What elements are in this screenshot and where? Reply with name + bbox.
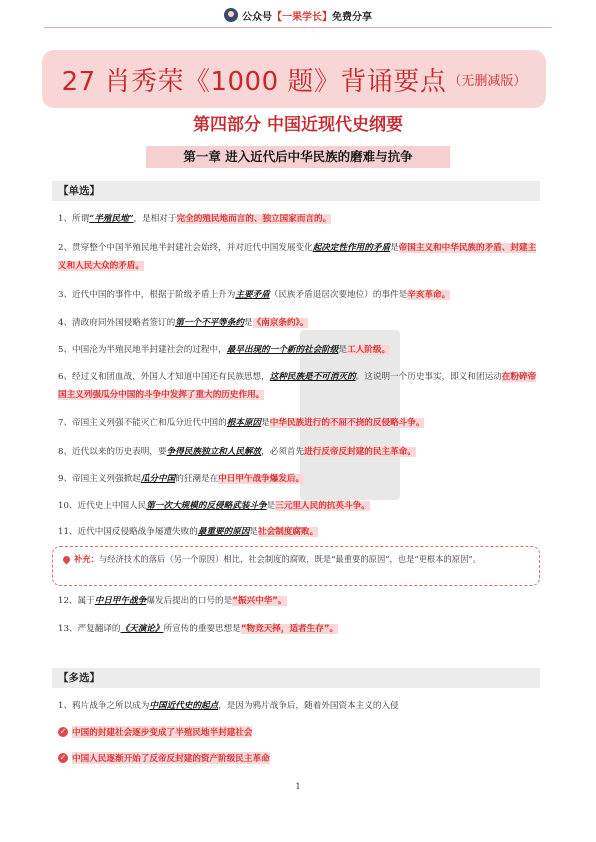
check-icon: ✓	[59, 753, 67, 762]
multi-answer-2: ✓ 中国人民逐渐开始了反帝反封建的资产阶级民主革命	[59, 753, 270, 764]
chapter-title: 第一章 进入近代后中华民族的磨难与抗争	[146, 146, 450, 168]
header-suffix: 免费分享	[332, 11, 372, 23]
question-6: 6、经过义和团血战，外国人才知道中国还有民族思想，这种民族是不可消灭的。这说明一个历史事实，即义和团运动在粉碎帝国主义列强瓜分中国的斗争中发挥了重大的历史作用。	[58, 372, 537, 400]
check-icon: ✓	[59, 727, 67, 736]
page-title: 27 肖秀荣《1000 题》背诵要点	[61, 66, 447, 97]
question-5: 5、中国沦为半殖民地半封建社会的过程中，最早出现的一个新的社会阶级是工人阶级。	[58, 345, 391, 355]
note-tag: 补充：	[74, 554, 99, 564]
header-prefix: 公众号	[242, 11, 272, 23]
question-3: 3、近代中国的事件中，根据于阶级矛盾上升为主要矛盾（民族矛盾退居次要地位）的事件是辛亥革命。	[58, 290, 451, 300]
question-11: 11、近代中国反侵略战争屡遭失败的最重要的原因是社会制度腐败。	[58, 527, 319, 537]
question-1: 1、所谓“半殖民地”，是相对于完全的殖民地而言的、独立国家而言的。	[58, 214, 332, 224]
avatar-icon	[224, 8, 238, 22]
question-9: 9、帝国主义列强掀起瓜分中国的狂潮是在中日甲午战争爆发后。	[58, 474, 305, 484]
multi-question-1: 1、鸦片战争之所以成为中国近代史的起点，是因为鸦片战争后，随着外国资本主义的入侵	[58, 701, 399, 711]
question-10: 10、近代史上中国人民第一次大规模的反侵略武装斗争是三元里人民的抗英斗争。	[58, 501, 370, 511]
section-single: 【单选】	[52, 181, 540, 201]
title-banner	[42, 50, 546, 108]
supplement-note	[52, 546, 540, 586]
question-13: 13、严复翻译的《天演论》所宣传的重要思想是“物竞天择，适者生存”。	[58, 624, 339, 634]
multi-answer-1: ✓ 中国的封建社会逐步变成了半殖民地半封建社会	[59, 727, 253, 738]
part-title: 第四部分 中国近现代史纲要	[193, 115, 403, 135]
header-brand: 【一果学长】	[272, 11, 332, 23]
question-12: 12、属于中日甲午战争爆发后提出的口号的是“振兴中华”。	[58, 596, 287, 606]
page-title-sub: （无删减版）	[448, 73, 527, 89]
question-7: 7、帝国主义列强不能灭亡和瓜分近代中国的根本原因是中华民族进行的不屈不挠的反侵略斗争。	[58, 418, 425, 428]
drop-icon	[62, 555, 72, 565]
header-bar	[0, 6, 596, 24]
question-4: 4、清政府同外国侵略者签订的第一个不平等条约是《南京条约》。	[58, 318, 309, 328]
question-8: 8、近代以来的历史表明，要争得民族独立和人民解放，必须首先进行反帝反封建的民主革命。	[58, 447, 416, 457]
note-text: 与经济技术的落后（另一个原因）相比，社会制度的腐败，既是“最重要的原因”，也是“更根本的原因”。	[98, 554, 481, 564]
header-divider	[44, 27, 552, 28]
page-number: 1	[295, 782, 301, 791]
question-2: 2、贯穿整个中国半殖民地半封建社会始终，并对近代中国发展变化起决定性作用的矛盾是帝国主义和中华民族的矛盾、封建主义和人民大众的矛盾。	[58, 243, 537, 271]
section-multi: 【多选】	[52, 668, 540, 688]
